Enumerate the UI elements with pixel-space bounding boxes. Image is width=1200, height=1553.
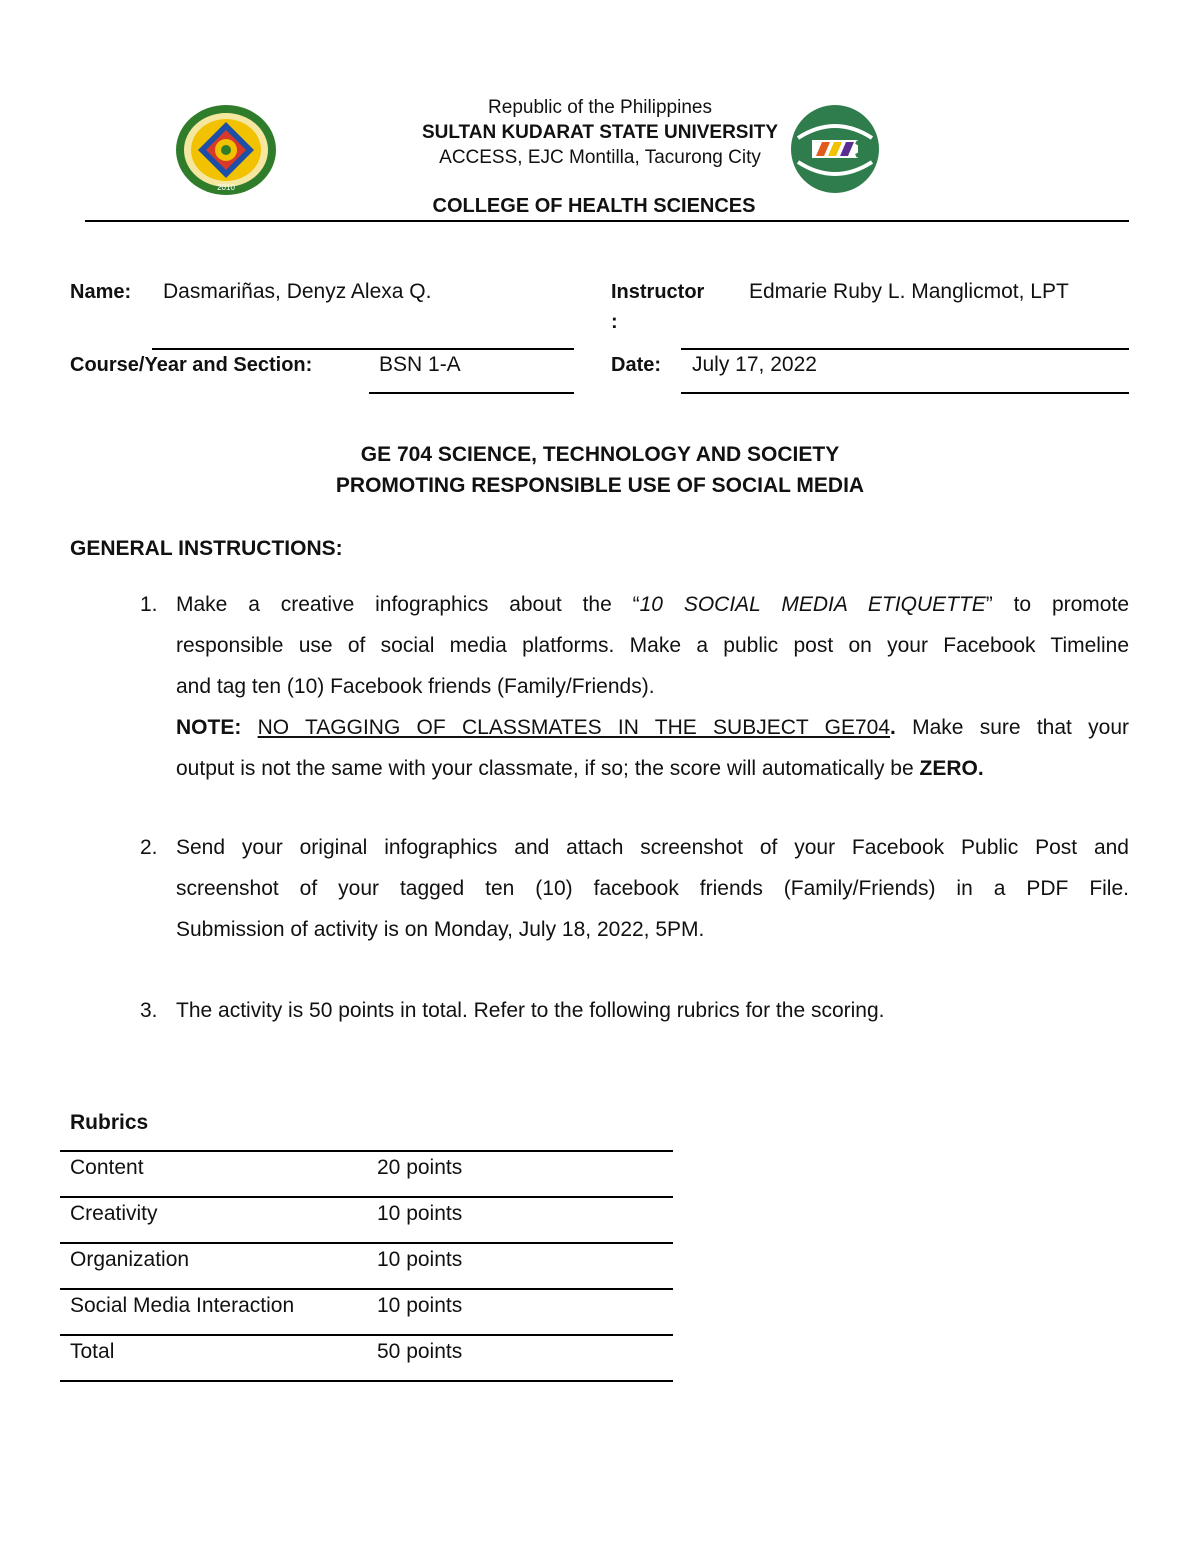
instructor-colon: : (611, 311, 618, 333)
instruction-item-1 (176, 584, 1129, 789)
item1-line5: output is not the same with your classmate, if so; the score will automatically be (176, 757, 920, 780)
instructions-heading: GENERAL INSTRUCTIONS: (70, 537, 343, 560)
rubric-points: 10 points (377, 1248, 463, 1271)
rubrics-title: Rubrics (70, 1111, 149, 1134)
instructor-value: Edmarie Ruby L. Manglicmot, LPT (749, 280, 1069, 303)
course-value: BSN 1-A (379, 353, 461, 376)
item1-line2: responsible use of social media platforms. Make a public post on your Facebook Timeline (176, 634, 1129, 657)
note-dot: . (890, 716, 896, 739)
rubric-points: 20 points (377, 1156, 463, 1179)
rubric-points: 50 points (377, 1340, 463, 1363)
item1-text-post: ” to promote (985, 593, 1129, 616)
instruction-item-3 (176, 990, 1129, 1031)
course-title: GE 704 SCIENCE, TECHNOLOGY AND SOCIETY (360, 443, 840, 466)
header-address: ACCESS, EJC Montilla, Tacurong City (439, 147, 761, 168)
note-label: NOTE: (176, 716, 242, 739)
name-label: Name: (70, 281, 132, 303)
date-value: July 17, 2022 (692, 353, 817, 376)
rubric-criterion: Creativity (70, 1202, 158, 1225)
instructor-underline (681, 348, 1129, 350)
item2-line2: screenshot of your tagged ten (10) facebook friends (Family/Friends) in a PDF File. (176, 877, 1129, 900)
name-underline (152, 348, 574, 350)
item2-line1: Send your original infographics and attach screenshot of your Facebook Public Post and (176, 836, 1129, 859)
date-underline (681, 392, 1129, 394)
name-value: Dasmariñas, Denyz Alexa Q. (163, 280, 432, 303)
item1-emphasis: 10 SOCIAL MEDIA ETIQUETTE (639, 593, 986, 616)
item3-line1: The activity is 50 points in total. Refer to the following rubrics for the scoring. (176, 999, 885, 1022)
instruction-item-2 (176, 827, 1129, 950)
course-label: Course/Year and Section: (70, 354, 313, 376)
table-row (60, 1334, 673, 1382)
item1-number: 1. (140, 593, 158, 616)
rubrics-table (60, 1150, 673, 1382)
rubric-criterion: Social Media Interaction (70, 1294, 295, 1317)
item1-text-pre: Make a creative infographics about the “ (176, 593, 640, 616)
note-underlined: NO TAGGING OF CLASSMATES IN THE SUBJECT GE704 (257, 716, 890, 739)
zero-emphasis: ZERO. (919, 757, 984, 780)
instructor-label: Instructor (611, 281, 705, 303)
header-divider (85, 220, 1129, 222)
rubric-points: 10 points (377, 1202, 463, 1225)
header-republic: Republic of the Philippines (488, 97, 712, 118)
seal-year-text: 2010 (217, 183, 235, 192)
college-logo (790, 104, 880, 194)
header-university: SULTAN KUDARAT STATE UNIVERSITY (421, 122, 779, 143)
college-name: COLLEGE OF HEALTH SCIENCES (432, 195, 756, 217)
rubric-criterion: Content (70, 1156, 144, 1179)
item2-number: 2. (140, 836, 158, 859)
table-row (60, 1242, 673, 1288)
rubric-criterion: Organization (70, 1248, 190, 1271)
table-row (60, 1150, 673, 1196)
rubric-criterion: Total (70, 1340, 115, 1363)
date-label: Date: (611, 354, 662, 376)
rubric-points: 10 points (377, 1294, 463, 1317)
course-underline (369, 392, 574, 394)
activity-title: PROMOTING RESPONSIBLE USE OF SOCIAL MEDIA (335, 474, 865, 497)
table-row (60, 1196, 673, 1242)
item3-number: 3. (140, 999, 158, 1022)
note-rest: Make sure that your (895, 716, 1129, 739)
item2-line3: Submission of activity is on Monday, July 18, 2022, 5PM. (176, 918, 705, 941)
table-row (60, 1288, 673, 1334)
item1-line3: and tag ten (10) Facebook friends (Family/Friends). (176, 675, 655, 698)
